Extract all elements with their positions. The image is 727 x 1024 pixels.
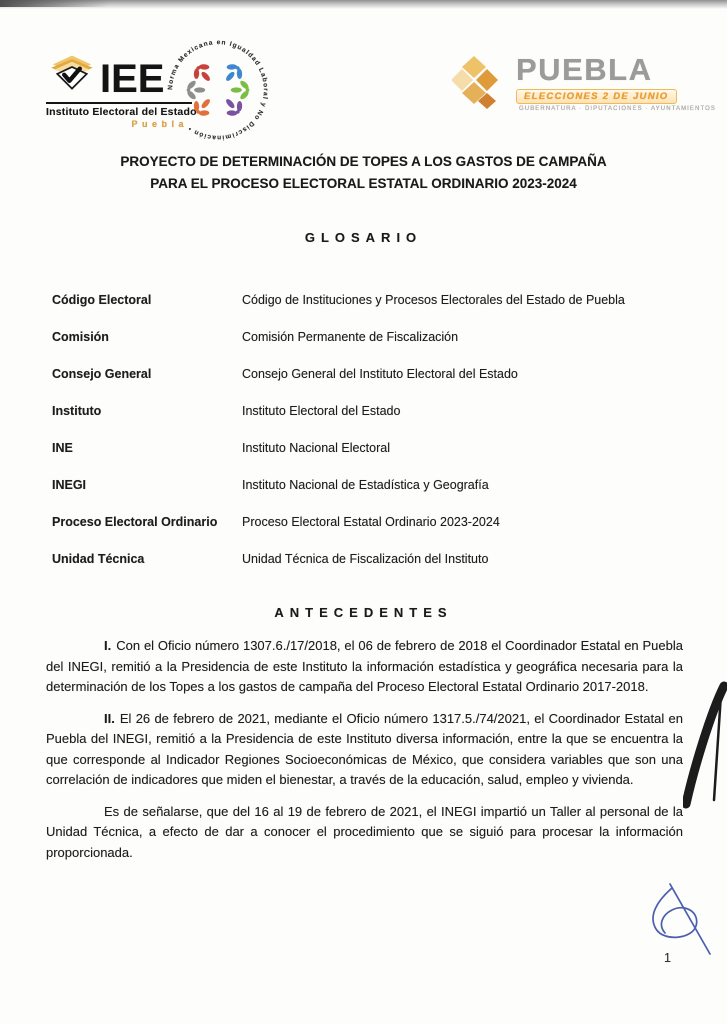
glossary-definition: Instituto Electoral del Estado	[242, 404, 401, 418]
glossary-definition: Comisión Permanente de Fiscalización	[242, 330, 459, 344]
puebla-wordmark: PUEBLA	[516, 52, 653, 87]
paragraph-2	[46, 709, 683, 791]
ballot-box-icon	[46, 50, 98, 101]
paragraph-1	[46, 636, 683, 698]
glossary-term: INE	[52, 441, 73, 455]
puebla-elections-subtitle: GUBERNATURA · DIPUTACIONES · AYUNTAMIENTOS	[519, 106, 716, 112]
glossary-definition: Instituto Nacional de Estadística y Geografía	[242, 478, 489, 492]
puebla-elections-banner: ELECCIONES 2 DE JUNIO	[516, 89, 677, 104]
glossary-term: Proceso Electoral Ordinario	[52, 515, 218, 529]
page-number: 1	[664, 951, 671, 965]
document-header	[0, 39, 727, 156]
glossary-term: Código Electoral	[52, 293, 152, 307]
document-title-line1: PROYECTO DE DETERMINACIÓN DE TOPES A LOS GASTOS DE CAMPAÑA	[120, 154, 607, 169]
paragraph-1-numeral: I.	[104, 638, 112, 653]
glossary-definition: Instituto Nacional Electoral	[242, 441, 390, 455]
glossary-heading: GLOSARIO	[304, 230, 423, 245]
glossary-definition: Unidad Técnica de Fiscalización del Instituto	[242, 552, 489, 566]
puebla-diamonds-icon	[452, 54, 510, 115]
glossary-term: Consejo General	[52, 367, 152, 381]
svg-text:Norma Mexicana en Igualdad Lab	[167, 39, 269, 141]
iee-state-label: Puebla	[131, 119, 188, 129]
norma-mexicana-seal	[162, 34, 274, 151]
antecedentes-body	[46, 636, 683, 874]
scan-top-edge-artifact	[0, 0, 727, 9]
puebla-logo	[452, 54, 716, 115]
seal-ring-text: Norma Mexicana en Igualdad Laboral y No Discriminación •	[167, 39, 269, 141]
iee-acronym: IEE	[100, 57, 165, 101]
glossary-term: Comisión	[52, 330, 109, 344]
document-title	[40, 151, 687, 195]
paragraph-2-numeral: II.	[104, 710, 115, 726]
document-title-line2: PARA EL PROCESO ELECTORAL ESTATAL ORDINARIO 2023-2024	[150, 176, 577, 191]
paragraph-2-text: El 26 de febrero de 2021, mediante el Oficio número 1317.5./74/2021, el Coordinador Estatal en Puebla del INEGI, remitió a la Presidencia de este Instituto diversa información, entre la que se encuentra la que corresponde al Indicador Regiones Socioeconómicas de México, que considera variables que son una correlación de indicadores que miden el bienestar, a través de la educación, salud, empleo y vivienda.	[46, 710, 683, 787]
seal-figure-green	[231, 79, 250, 100]
paragraph-3-text: Es de señalarse, que del 16 al 19 de febrero de 2021, el INEGI impartió un Taller al personal de la Unidad Técnica, a efecto de dar a conocer el procedimiento que se siguió para procesar la información proporcionada.	[46, 803, 683, 860]
glossary-term: Unidad Técnica	[52, 552, 145, 566]
scan-pen-mark-artifact	[683, 680, 727, 817]
seal-figure-gray	[186, 79, 205, 100]
paragraph-1-text: Con el Oficio número 1307.6./17/2018, el 06 de febrero de 2018 el Coordinador Estatal en Puebla del INEGI, remitió a la Presidencia de este Instituto la información estadística y geográfica necesaria para la determinación de los Topes a los gastos de campaña del Proceso Electoral Estatal Ordinario 2017-2018.	[46, 638, 683, 694]
paragraph-3	[46, 802, 683, 864]
antecedentes-heading: ANTECEDENTES	[274, 605, 453, 620]
iee-institute-name: Instituto Electoral del Estado	[46, 106, 197, 118]
glossary-definition: Consejo General del Instituto Electoral del Estado	[242, 367, 518, 381]
glossary-definition: Código de Instituciones y Procesos Electorales del Estado de Puebla	[242, 293, 625, 307]
glossary-term: INEGI	[52, 478, 87, 492]
glossary-definition: Proceso Electoral Estatal Ordinario 2023-2024	[242, 515, 500, 529]
signature-rubric	[612, 876, 724, 985]
glossary-term: Instituto	[52, 404, 102, 418]
glossary-table	[52, 289, 693, 570]
